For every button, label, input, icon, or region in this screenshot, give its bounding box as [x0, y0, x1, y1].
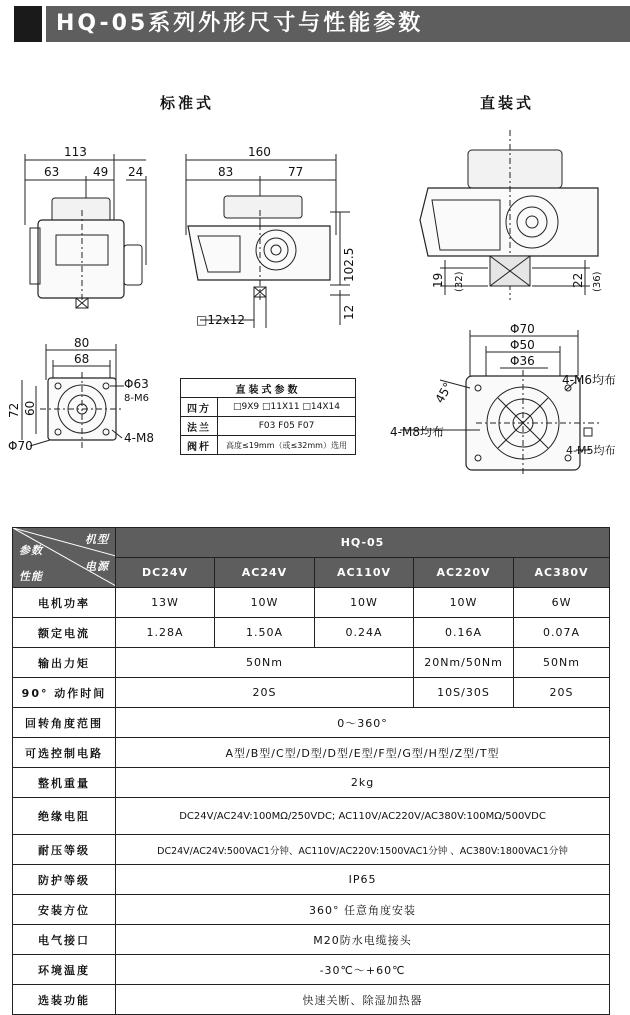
table-row [13, 648, 610, 678]
cell: 0.16A [414, 618, 514, 648]
cell: 1.50A [215, 618, 315, 648]
cell: 0.07A [514, 618, 610, 648]
dim-22: 22 [571, 272, 585, 288]
dim-60: 60 [23, 400, 37, 416]
param-value-stem: 高度≤19mm（或≤32mm）选用 [218, 436, 356, 455]
voltage-ac110v: AC110V [315, 558, 414, 588]
dim-phi70: Φ70 [510, 322, 535, 336]
dim-113: 113 [64, 145, 87, 159]
direct-params-table [180, 378, 356, 455]
voltage-ac24v: AC24V [215, 558, 315, 588]
dim-49: 49 [93, 165, 109, 179]
row-key: 安装方位 [13, 895, 116, 925]
dim-36: (36) [592, 271, 603, 292]
dim-4-m8-even: 4-M8均布 [390, 425, 444, 439]
dim-phi36: Φ36 [510, 354, 535, 368]
corner-power: 电源 [85, 560, 109, 573]
dim-24: 24 [128, 165, 144, 179]
dim-83: 83 [218, 165, 234, 179]
cell: M20防水电缆接头 [116, 925, 610, 955]
row-key: 耐压等级 [13, 835, 116, 865]
table-row [13, 798, 610, 835]
dim-phi70-left: Φ70 [8, 439, 33, 453]
table-row [13, 865, 610, 895]
cell: 10S/30S [414, 678, 514, 708]
title-banner [0, 2, 630, 45]
dim-4-m6-even: 4-M6均布 [562, 373, 616, 387]
param-key-flange: 法兰 [181, 417, 218, 436]
table-row [13, 835, 610, 865]
dim-32: (32) [454, 271, 465, 292]
dim-77: 77 [288, 165, 304, 179]
row-key: 整机重量 [13, 768, 116, 798]
cell: 2kg [116, 768, 610, 798]
row-key: 环境温度 [13, 955, 116, 985]
table-row [13, 895, 610, 925]
page-title: HQ-05系列外形尺寸与性能参数 [56, 11, 424, 36]
dim-4-m8: 4-M8 [124, 431, 154, 445]
standard-front-view [186, 154, 350, 328]
table-row [13, 955, 610, 985]
row-key: 电气接口 [13, 925, 116, 955]
cell: 10W [414, 588, 514, 618]
row-key: 输出力矩 [13, 648, 116, 678]
dim-45deg: 45° [432, 380, 456, 406]
cell: 13W [116, 588, 215, 618]
voltage-dc24v: DC24V [116, 558, 215, 588]
dim-12: 12 [342, 304, 356, 320]
voltage-ac380v: AC380V [514, 558, 610, 588]
dim-72: 72 [7, 402, 21, 418]
spec-table [12, 527, 610, 1015]
corner-model: 机型 [85, 533, 109, 546]
cell: A型/B型/C型/D型/D型/E型/F型/G型/H型/Z型/T型 [116, 738, 610, 768]
table-row [13, 678, 610, 708]
cell: 20S [514, 678, 610, 708]
cell: 6W [514, 588, 610, 618]
cell: 50Nm [514, 648, 610, 678]
cell: 0～360° [116, 708, 610, 738]
param-key-square: 四方 [181, 398, 218, 417]
dim-sq12x12: □12x12 [196, 313, 245, 327]
corner-param: 参数 [19, 544, 43, 557]
dim-160: 160 [248, 145, 271, 159]
dim-102-5: 102.5 [342, 247, 356, 282]
voltage-ac220v: AC220V [414, 558, 514, 588]
dim-80: 80 [74, 336, 90, 350]
dim-phi50: Φ50 [510, 338, 535, 352]
dim-68: 68 [74, 352, 90, 366]
cell: 50Nm [116, 648, 414, 678]
table-row [13, 768, 610, 798]
standard-label: 标准式 [160, 94, 215, 112]
table-row [13, 985, 610, 1015]
cell: IP65 [116, 865, 610, 895]
dim-phi63: Φ63 [124, 377, 149, 391]
cell: 20Nm/50Nm [414, 648, 514, 678]
row-key: 额定电流 [13, 618, 116, 648]
cell: 0.24A [315, 618, 414, 648]
param-key-stem: 阀杆 [181, 436, 218, 455]
table-row [13, 618, 610, 648]
cell: 20S [116, 678, 414, 708]
table-row [13, 738, 610, 768]
row-key: 绝缘电阻 [13, 798, 116, 835]
table-corner [13, 528, 116, 588]
model-header: HQ-05 [116, 528, 610, 558]
row-key: 选装功能 [13, 985, 116, 1015]
cell: -30℃～+60℃ [116, 955, 610, 985]
param-value-flange: F03 F05 F07 [218, 417, 356, 436]
table-row [13, 925, 610, 955]
dim-63: 63 [44, 165, 60, 179]
row-key: 90° 动作时间 [13, 678, 116, 708]
direct-params-title: 直装式参数 [181, 379, 356, 398]
corner-perf: 性能 [19, 570, 43, 583]
cell: 10W [215, 588, 315, 618]
param-value-square: □9X9 □11X11 □14X14 [218, 398, 356, 417]
banner-block [14, 6, 42, 42]
row-key: 电机功率 [13, 588, 116, 618]
cell: 360° 任意角度安装 [116, 895, 610, 925]
dim-4-m5-even: 4-M5均布 [566, 444, 616, 457]
cell: 1.28A [116, 618, 215, 648]
cell: 快速关断、除湿加热器 [116, 985, 610, 1015]
table-row [13, 708, 610, 738]
row-key: 回转角度范围 [13, 708, 116, 738]
dim-19: 19 [431, 272, 445, 288]
cell: DC24V/AC24V:100MΩ/250VDC; AC110V/AC220V/AC380V:100MΩ/500VDC [116, 798, 610, 835]
row-key: 防护等级 [13, 865, 116, 895]
cell: DC24V/AC24V:500VAC1分钟、AC110V/AC220V:1500VAC1分钟 、AC380V:1800VAC1分钟 [116, 835, 610, 865]
dim-8-m6: 8-M6 [124, 393, 149, 404]
cell: 10W [315, 588, 414, 618]
table-row [13, 588, 610, 618]
direct-label: 直装式 [480, 94, 535, 112]
dimension-drawings [0, 50, 630, 520]
row-key: 可选控制电路 [13, 738, 116, 768]
standard-bottom-view [22, 344, 124, 448]
